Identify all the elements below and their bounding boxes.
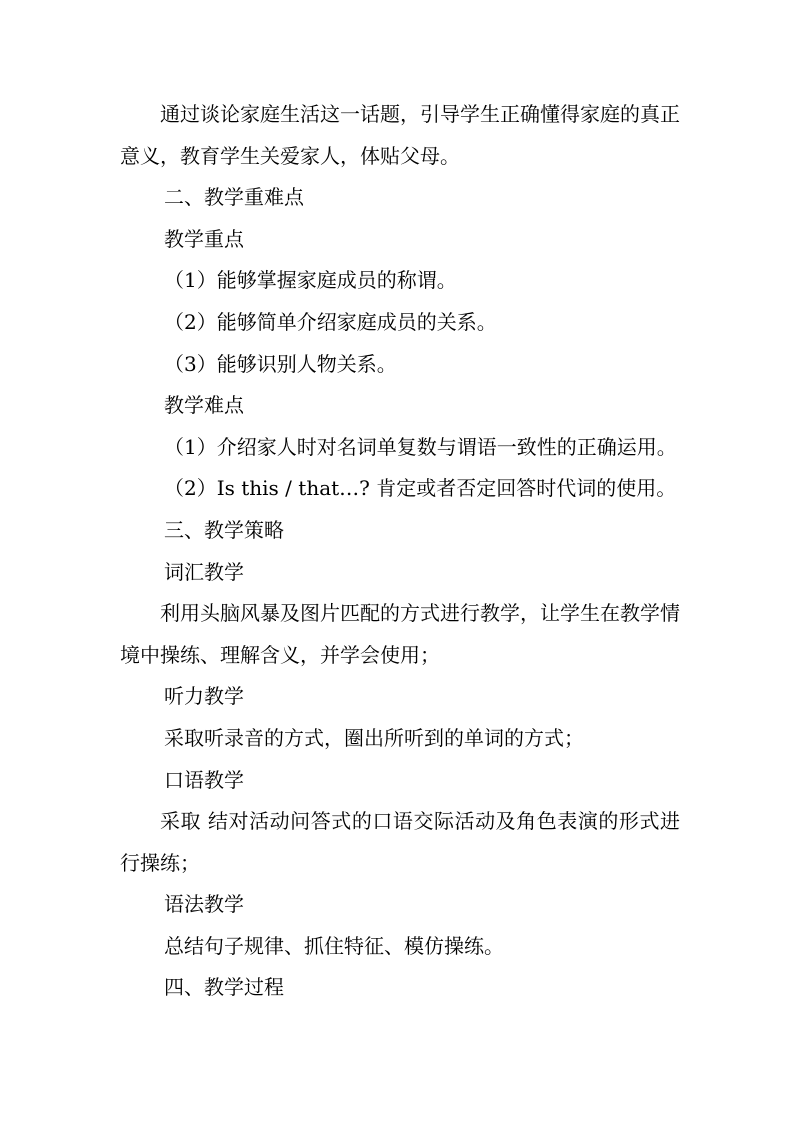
paragraph-listening-teaching: 采取听录音的方式，圈出所听到的单词的方式； (164, 725, 584, 750)
paragraph-intro: 通过谈论家庭生活这一话题，引导学生正确懂得家庭的真正意义，教育学生关爱家人，体贴父母。 (120, 102, 680, 168)
list-item-key-point-1: （1）能够掌握家庭成员的称谓。 (164, 268, 457, 293)
subheading-grammar-teaching: 语法教学 (164, 892, 244, 917)
list-item-key-point-3: （3）能够识别人物关系。 (164, 351, 397, 376)
subheading-teaching-key-points: 教学重点 (164, 226, 244, 251)
document-body (120, 94, 680, 1009)
section-heading-teaching-process: 四、教学过程 (164, 975, 284, 1000)
section-heading-teaching-strategy: 三、教学策略 (164, 517, 284, 542)
list-item-key-point-2: （2）能够简单介绍家庭成员的关系。 (164, 309, 497, 334)
subheading-teaching-difficult-points: 教学难点 (164, 393, 244, 418)
paragraph-vocabulary-teaching: 利用头脑风暴及图片匹配的方式进行教学，让学生在教学情境中操练、理解含义，并学会使用； (120, 601, 680, 667)
list-item-difficult-point-1: （1）介绍家人时对名词单复数与谓语一致性的正确运用。 (164, 434, 677, 459)
subheading-listening-teaching: 听力教学 (164, 684, 244, 709)
subheading-speaking-teaching: 口语教学 (164, 767, 244, 792)
paragraph-speaking-teaching: 采取 结对活动问答式的口语交际活动及角色表演的形式进行操练； (120, 809, 680, 875)
subheading-vocabulary-teaching: 词汇教学 (164, 559, 244, 584)
paragraph-grammar-teaching: 总结句子规律、抓住特征、模仿操练。 (164, 933, 504, 958)
section-heading-key-difficult-points: 二、教学重难点 (164, 185, 304, 210)
list-item-difficult-point-2: （2）Is this / that…? 肯定或者否定回答时代词的使用。 (164, 476, 677, 501)
